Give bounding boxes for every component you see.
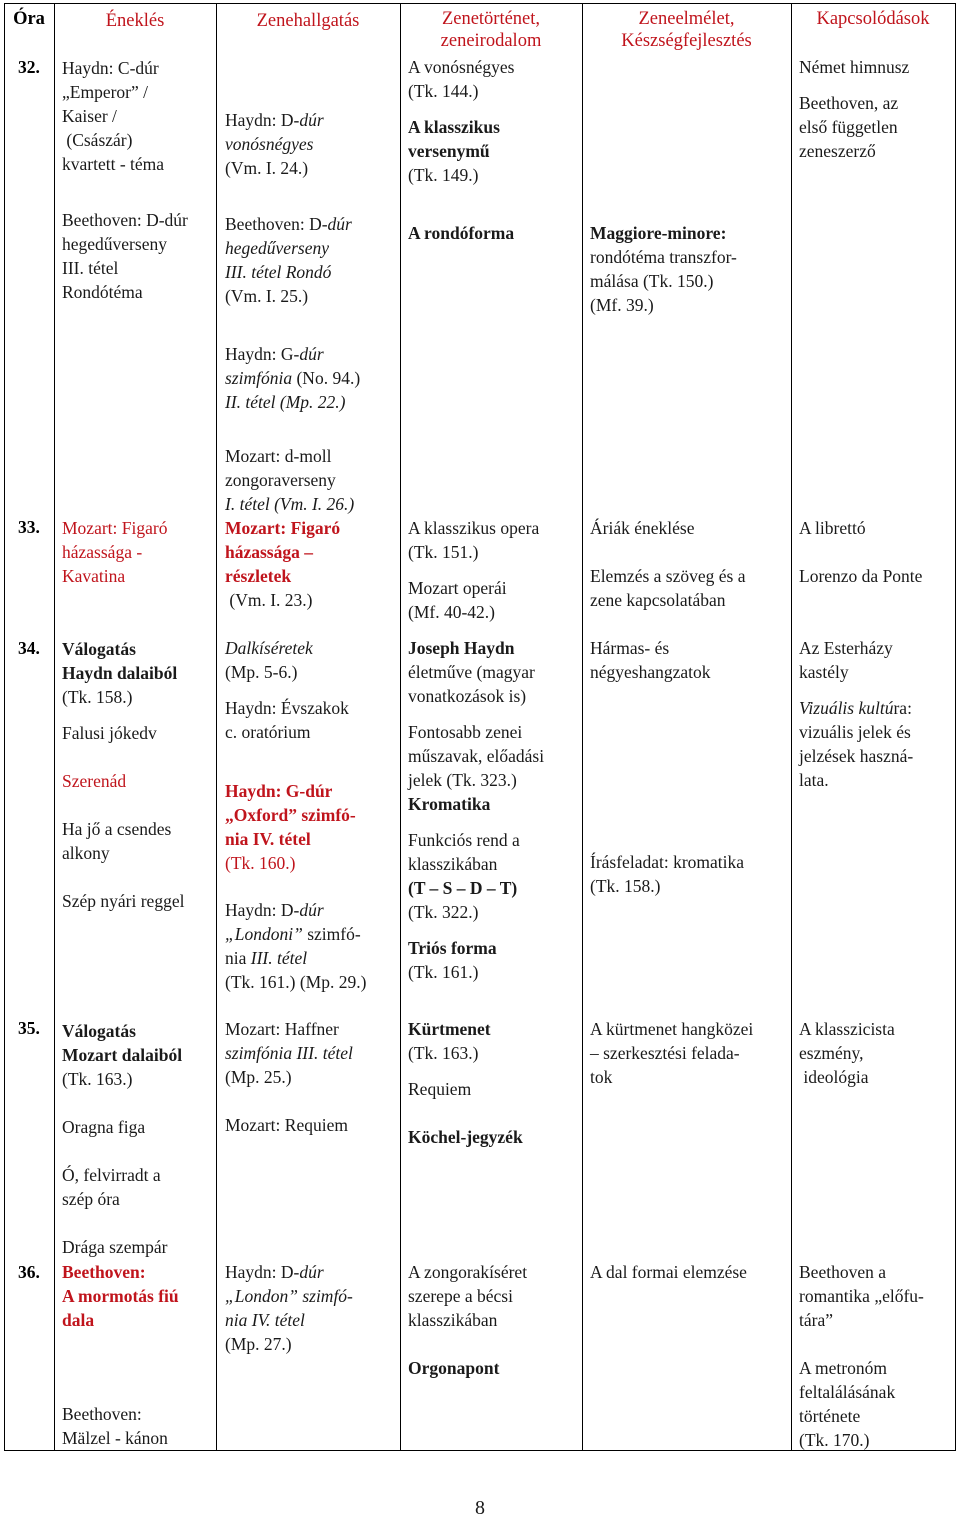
enekles-text: Mälzel - kánon	[62, 1428, 168, 1448]
enekles-lesson36-kanon	[62, 1402, 168, 1450]
zenehallgatas-text: Mozart: Figaró	[225, 518, 341, 538]
zeneelmelet-text: (Tk. 158.)	[590, 876, 661, 896]
kapcsolodasok-text: (Tk. 170.)	[799, 1430, 870, 1450]
zenehallgatas-lesson32-c	[225, 342, 360, 414]
zenetortenet-text: klasszikában	[408, 854, 498, 874]
enekles-text: Beethoven: D-dúr	[62, 210, 188, 230]
zenehallgatas-lesson34	[225, 636, 349, 744]
header-zeneelmelet-line1: Zeneelmélet,	[638, 9, 735, 29]
zenetortenet-text: szerepe a bécsi	[408, 1286, 513, 1306]
column-divider	[582, 3, 583, 1451]
zeneelmelet-text: A kürtmenet hangközei	[590, 1019, 754, 1039]
enekles-text: Haydn: C-dúr	[62, 58, 159, 78]
kapcsolodasok-text: zeneszerző	[799, 141, 876, 161]
zenehallgatas-text: Haydn: D-	[225, 110, 300, 130]
enekles-text: alkony	[62, 843, 110, 863]
zenetortenet-text: Kürtmenet	[408, 1019, 491, 1039]
zenehallgatas-text: (Tk. 160.)	[225, 853, 296, 873]
enekles-text: szép óra	[62, 1189, 120, 1209]
zenehallgatas-lesson35	[225, 1017, 353, 1137]
header-zenetortenet-line1: Zenetörténet,	[441, 9, 541, 29]
kapcsolodasok-text: vizuális jelek és	[799, 722, 911, 742]
zenetortenet-text: életműve (magyar	[408, 662, 535, 682]
kapcsolodasok-text: A metronóm	[799, 1358, 887, 1378]
zenehallgatas-text: III. tétel Rondó	[225, 262, 332, 282]
zeneelmelet-lesson34	[590, 636, 711, 684]
kapcsolodasok-text: A librettó	[799, 518, 866, 538]
enekles-text: házassága -	[62, 542, 143, 562]
enekles-text: (Császár)	[62, 130, 133, 150]
zenehallgatas-text: (No. 94.)	[292, 368, 361, 388]
enekles-text: Haydn dalaiból	[62, 663, 178, 683]
enekles-text: Ha jő a csendes	[62, 819, 172, 839]
zeneelmelet-text: négyeshangzatok	[590, 662, 711, 682]
column-divider	[54, 3, 55, 1451]
header-kapcsolodasok	[793, 8, 953, 30]
zenetortenet-text: jelek (Tk. 323.)	[408, 770, 517, 790]
zenehallgatas-text: dúr	[299, 110, 324, 130]
zenehallgatas-text: nia IV. tétel	[225, 829, 311, 849]
zeneelmelet-text: Maggiore-minore:	[590, 223, 727, 243]
zeneelmelet-text: Elemzés a szöveg és a	[590, 566, 746, 586]
zenetortenet-text: Triós forma	[408, 938, 497, 958]
column-divider	[791, 3, 792, 1451]
header-enekles	[56, 10, 214, 32]
zenehallgatas-text: III. tétel	[250, 948, 308, 968]
zenetortenet-text: klasszikában	[408, 1310, 498, 1330]
zenehallgatas-text: Mozart: Haffner	[225, 1019, 339, 1039]
zenehallgatas-text: c. oratórium	[225, 722, 311, 742]
zeneelmelet-text: zene kapcsolatában	[590, 590, 726, 610]
zenehallgatas-text: szimfónia III. tétel	[225, 1043, 353, 1063]
kapcsolodasok-text: lata.	[799, 770, 829, 790]
enekles-text: Beethoven:	[62, 1404, 142, 1424]
zenehallgatas-text: nia	[225, 948, 251, 968]
zenehallgatas-text: Haydn: D-	[225, 900, 300, 920]
enekles-text: Kavatina	[62, 566, 126, 586]
zenetortenet-lesson34	[408, 636, 544, 984]
zenetortenet-text: versenymű	[408, 141, 490, 161]
enekles-text: kvartett - téma	[62, 154, 165, 174]
zenehallgatas-text: „Oxford” szimfó-	[225, 805, 356, 825]
zenetortenet-text: (Tk. 161.)	[408, 962, 479, 982]
enekles-text: (Tk. 158.)	[62, 687, 133, 707]
zeneelmelet-text: Írásfeladat: kromatika	[590, 852, 745, 872]
enekles-text: Válogatás	[62, 639, 136, 659]
zenehallgatas-text: Haydn: D-	[225, 1262, 300, 1282]
zenetortenet-text: (Mf. 40-42.)	[408, 602, 495, 622]
zenehallgatas-text: Mozart: Requiem	[225, 1115, 348, 1135]
lesson-34: 34.	[18, 638, 40, 658]
header-zenetortenet	[402, 8, 580, 52]
enekles-text: „Emperor” /	[62, 82, 148, 102]
enekles-text: Kaiser /	[62, 106, 117, 126]
kapcsolodasok-text: ideológia	[799, 1067, 869, 1087]
kapcsolodasok-lesson36	[799, 1260, 924, 1452]
zenehallgatas-text: zongoraverseny	[225, 470, 336, 490]
zenetortenet-text: (Tk. 149.)	[408, 165, 479, 185]
zenetortenet-text: Mozart operái	[408, 578, 507, 598]
enekles-text: III. tétel	[62, 258, 119, 278]
enekles-text: Ó, felvirradt a	[62, 1165, 161, 1185]
kapcsolodasok-text: feltalálásának	[799, 1382, 896, 1402]
zenetortenet-text: Requiem	[408, 1079, 472, 1099]
zeneelmelet-text: (Mf. 39.)	[590, 295, 654, 315]
zenehallgatas-lesson34-oxford	[225, 779, 356, 875]
kapcsolodasok-text: első független	[799, 117, 898, 137]
zenehallgatas-text: Haydn: G-dúr	[225, 781, 333, 801]
zenehallgatas-text: Beethoven: D-	[225, 214, 328, 234]
lesson-number	[18, 1260, 40, 1284]
zenehallgatas-text: dúr	[327, 214, 352, 234]
zenehallgatas-text: szimfó-	[302, 924, 361, 944]
lesson-number	[18, 55, 40, 79]
kapcsolodasok-text: ra:	[893, 698, 912, 718]
zenetortenet-text: Orgonapont	[408, 1358, 500, 1378]
kapcsolodasok-text: Az Esterházy	[799, 638, 893, 658]
header-zeneelmelet-line2: Készségfejlesztés	[621, 31, 752, 51]
header-ora-text: Óra	[13, 9, 45, 29]
zenetortenet-text: A rondóforma	[408, 223, 515, 243]
table-border-top	[4, 3, 956, 4]
zeneelmelet-lesson34-kromatika	[590, 850, 744, 898]
header-kapcsolodasok-text: Kapcsolódások	[816, 9, 930, 29]
enekles-lesson33	[62, 516, 167, 588]
zeneelmelet-text: Áriák éneklése	[590, 518, 695, 538]
zeneelmelet-lesson35	[590, 1017, 753, 1089]
lesson-number	[18, 1016, 40, 1040]
enekles-text: Falusi jókedv	[62, 723, 157, 743]
zenetortenet-text: (T – S – D – T)	[408, 878, 518, 898]
enekles-text: dala	[62, 1310, 95, 1330]
zenetortenet-text: (Tk. 322.)	[408, 902, 479, 922]
enekles-text: Szerenád	[62, 771, 127, 791]
zenehallgatas-text: (Tk. 161.) (Mp. 29.)	[225, 972, 367, 992]
zenehallgatas-text: dúr	[299, 900, 324, 920]
zenehallgatas-text: dúr	[299, 1262, 324, 1282]
zeneelmelet-text: málása (Tk. 150.)	[590, 271, 714, 291]
kapcsolodasok-text: Vizuális kultú	[799, 698, 894, 718]
zeneelmelet-text: Hármas- és	[590, 638, 670, 658]
kapcsolodasok-lesson35	[799, 1017, 895, 1089]
enekles-text: Válogatás	[62, 1021, 136, 1041]
zenetortenet-text: A zongorakíséret	[408, 1262, 528, 1282]
zenetortenet-text: A klasszikus opera	[408, 518, 540, 538]
column-divider	[216, 3, 217, 1451]
enekles-lesson32	[62, 56, 164, 176]
zenehallgatas-text: „Londoni”	[225, 924, 303, 944]
header-zenehallgatas-text: Zenehallgatás	[256, 11, 360, 31]
zenehallgatas-text: házassága –	[225, 542, 313, 562]
enekles-text: Beethoven:	[62, 1262, 146, 1282]
enekles-text: Drága szempár	[62, 1237, 168, 1257]
zenetortenet-rondoforma	[408, 221, 514, 245]
zenehallgatas-text: (Vm. I. 23.)	[225, 590, 313, 610]
zenehallgatas-lesson32-b	[225, 212, 352, 308]
enekles-lesson34	[62, 637, 184, 913]
kapcsolodasok-text: Német himnusz	[799, 57, 910, 77]
table-border-left	[4, 3, 5, 1451]
zenehallgatas-text: Dalkíséretek	[225, 638, 313, 658]
zenehallgatas-text: Mozart: d-moll	[225, 446, 332, 466]
header-zeneelmelet	[584, 8, 789, 52]
lesson-number	[18, 515, 40, 539]
zeneelmelet-text: rondótéma transzfor-	[590, 247, 737, 267]
kapcsolodasok-text: A klasszicista	[799, 1019, 895, 1039]
zenetortenet-lesson36	[408, 1260, 527, 1380]
header-ora	[6, 8, 52, 30]
enekles-lesson36	[62, 1260, 179, 1332]
kapcsolodasok-text: Beethoven, az	[799, 93, 899, 113]
enekles-text: Mozart dalaiból	[62, 1045, 183, 1065]
kapcsolodasok-text: története	[799, 1406, 861, 1426]
kapcsolodasok-text: jelzések haszná-	[799, 746, 914, 766]
zenehallgatas-text: (Mp. 5-6.)	[225, 662, 298, 682]
zenetortenet-text: műszavak, előadási	[408, 746, 545, 766]
enekles-text: hegedűverseny	[62, 234, 167, 254]
zenetortenet-text: Köchel-jegyzék	[408, 1127, 523, 1147]
zenehallgatas-text: hegedűverseny	[225, 238, 329, 258]
zenehallgatas-text: II. tétel (Mp. 22.)	[225, 392, 346, 412]
zenehallgatas-text: vonósnégyes	[225, 134, 314, 154]
enekles-text: (Tk. 163.)	[62, 1069, 133, 1089]
zeneelmelet-lesson33	[590, 516, 745, 612]
zenetortenet-lesson32	[408, 55, 514, 187]
zenetortenet-text: A vonósnégyes	[408, 57, 515, 77]
zenetortenet-text: Joseph Haydn	[408, 638, 515, 658]
zenetortenet-text: Funkciós rend a	[408, 830, 520, 850]
zeneelmelet-text: tok	[590, 1067, 613, 1087]
lesson-33: 33.	[18, 517, 40, 537]
zenehallgatas-text: szimfónia	[225, 368, 293, 388]
enekles-text: Rondótéma	[62, 282, 143, 302]
zenehallgatas-lesson34-londoni	[225, 898, 366, 994]
zenehallgatas-text: Haydn: Évszakok	[225, 698, 349, 718]
lesson-32: 32.	[18, 57, 40, 77]
header-zenetortenet-line2: zeneirodalom	[440, 31, 542, 51]
page-number	[0, 1497, 960, 1519]
zenetortenet-text: vonatkozások is)	[408, 686, 527, 706]
zenehallgatas-lesson32-d	[225, 444, 354, 516]
enekles-text: Szép nyári reggel	[62, 891, 185, 911]
zenehallgatas-text: „London” szimfó-	[225, 1286, 353, 1306]
zenehallgatas-text: dúr	[299, 344, 324, 364]
zeneelmelet-text: – szerkesztési felada-	[590, 1043, 740, 1063]
zenehallgatas-text: (Vm. I. 24.)	[225, 158, 309, 178]
enekles-text: Oragna figa	[62, 1117, 146, 1137]
kapcsolodasok-lesson34	[799, 636, 913, 792]
lesson-number	[18, 636, 40, 660]
header-enekles-text: Éneklés	[105, 11, 165, 31]
zenehallgatas-text: Haydn: G-	[225, 344, 300, 364]
kapcsolodasok-text: Beethoven a	[799, 1262, 886, 1282]
zenehallgatas-text: (Mp. 27.)	[225, 1334, 292, 1354]
kapcsolodasok-text: kastély	[799, 662, 849, 682]
zeneelmelet-lesson36	[590, 1260, 747, 1284]
column-divider	[400, 3, 401, 1451]
enekles-text: Mozart: Figaró	[62, 518, 168, 538]
zenetortenet-text: (Tk. 151.)	[408, 542, 479, 562]
enekles-text: A mormotás fiú	[62, 1286, 179, 1306]
zenehallgatas-text: (Vm. I. 25.)	[225, 286, 309, 306]
zenehallgatas-text: nia IV. tétel	[225, 1310, 305, 1330]
zenetortenet-text: (Tk. 144.)	[408, 81, 479, 101]
kapcsolodasok-text: eszmény,	[799, 1043, 864, 1063]
lesson-35: 35.	[18, 1018, 40, 1038]
zenetortenet-text: Kromatika	[408, 794, 491, 814]
table-border-right	[955, 3, 956, 1451]
zenetortenet-text: A klasszikus	[408, 117, 500, 137]
kapcsolodasok-text: tára”	[799, 1310, 833, 1330]
zenetortenet-text: Fontosabb zenei	[408, 722, 523, 742]
zenehallgatas-text: részletek	[225, 566, 292, 586]
zenetortenet-lesson33	[408, 516, 539, 624]
kapcsolodasok-lesson32	[799, 55, 909, 163]
zenehallgatas-lesson33	[225, 516, 340, 612]
enekles-lesson35	[62, 1019, 182, 1259]
zenetortenet-text: (Tk. 163.)	[408, 1043, 479, 1063]
kapcsolodasok-text: romantika „előfu-	[799, 1286, 924, 1306]
kapcsolodasok-text: Lorenzo da Ponte	[799, 566, 923, 586]
zenehallgatas-lesson32-a	[225, 108, 324, 180]
kapcsolodasok-lesson33	[799, 516, 922, 588]
lesson-36: 36.	[18, 1262, 40, 1282]
zenehallgatas-lesson36	[225, 1260, 353, 1356]
zeneelmelet-lesson32	[590, 221, 737, 317]
header-zenehallgatas	[218, 10, 398, 32]
enekles-lesson32-beethoven	[62, 208, 188, 304]
zenehallgatas-text: (Mp. 25.)	[225, 1067, 292, 1087]
zenetortenet-lesson35	[408, 1017, 523, 1149]
page-number-text: 8	[475, 1497, 485, 1519]
zenehallgatas-text: I. tétel (Vm. I. 26.)	[225, 494, 355, 514]
zeneelmelet-text: A dal formai elemzése	[590, 1262, 747, 1282]
